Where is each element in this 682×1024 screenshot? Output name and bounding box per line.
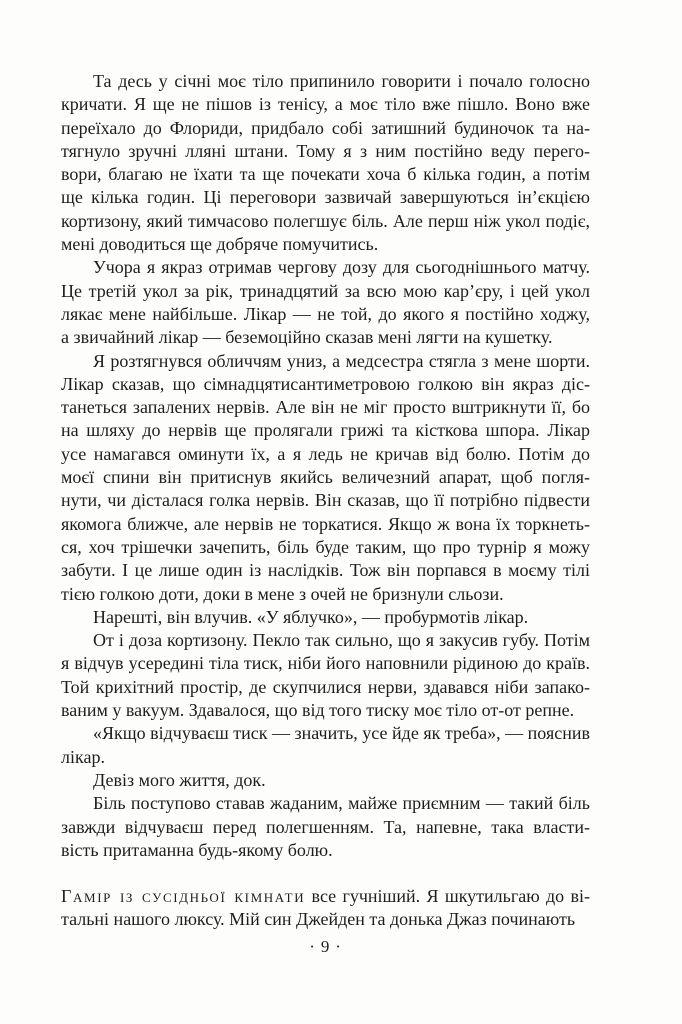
paragraph <box>61 769 590 792</box>
section-paragraph <box>61 885 590 932</box>
text-line: тягнуло зручні лляні штани. Тому я з ним постійно веду перего- <box>61 140 590 161</box>
text-line: кортизону, який тимчасово полегшує біль. Але перш ніж укол подіє, <box>61 210 590 231</box>
text-line: завжди відчуваєш перед полегшенням. Та, напевне, така власти- <box>61 816 590 837</box>
text-line: вість притаманна будь-якому болю. <box>61 839 333 860</box>
page-text <box>61 70 590 932</box>
paragraph <box>61 350 590 606</box>
text-line: тальні нашого люксу. Мій син Джейден та донька Джаз починають <box>61 909 576 930</box>
text-line: Нарешті, він влучив. «У яблучко», — пробурмотів лікар. <box>93 606 529 627</box>
text-line: усе намагався оминути їх, а я ледь не кричав від болю. Потім до <box>61 443 590 464</box>
text-line: Учора я якраз отримав чергову дозу для сьогоднішнього матчу. <box>93 257 590 278</box>
text-line: забути. І це лише один із наслідків. Тож він порпався в моєму тілі <box>61 560 590 581</box>
paragraph <box>61 606 590 629</box>
text-line: Я розтягнувся обличчям униз, а медсестра стягла з мене шорти. <box>93 350 590 371</box>
paragraph <box>61 629 590 722</box>
text-line: нути, чи дісталася голка нервів. Він сказав, що її потрібно підвести <box>61 490 590 511</box>
section-opening-smallcaps: Гамір із сусідньої кімнати <box>61 886 306 907</box>
text-line: Це третій укол за рік, тринадцятий за всю мою кар’єру, і цей укол <box>61 280 590 301</box>
text-line: переїхало до Флориди, придбало собі затишний будиночок та на- <box>61 117 590 138</box>
text-line: я відчув усередині тіла тиск, ніби його наповнили рідиною до країв. <box>61 653 590 674</box>
text-line: ся, хоч трішечки зачепить, біль буде таким, що про турнір я можу <box>61 536 590 557</box>
text-line: на шляху до нервів ще пролягали грижі та кісткова шпора. Лікар <box>61 420 590 441</box>
text-line: кричати. Я ще не пішов із тенісу, а моє тіло вже пішло. Воно вже <box>61 94 590 115</box>
text-line: а звичайний лікар — беземоційно сказав мені лягти на кушетку. <box>61 327 553 348</box>
text-line: Та десь у січні моє тіло припинило говорити і почало голосно <box>93 71 590 91</box>
text-line: танеться запалених нервів. Але він не міг просто вштрикнути її, бо <box>61 397 590 418</box>
text-line: вори, благаю не їхати та ще почекати хоча б кілька годин, а потім <box>61 164 590 185</box>
text-line: якомога ближче, але нервів не торкатися. Якщо ж вона їх торкнеть- <box>61 513 590 534</box>
text-line: От і доза кортизону. Пекло так сильно, що я закусив губу. Потім <box>93 630 590 651</box>
text-line: Гамір із сусідньої кімнати все гучніший. Я шкутильгаю до ві- <box>61 886 591 907</box>
text-line: лікар. <box>61 746 105 767</box>
paragraph <box>61 722 590 769</box>
text-line: Девіз мого життя, док. <box>93 769 266 790</box>
text-line: тією голкою доти, доки в мене з очей не бризнули сльози. <box>61 583 504 604</box>
text-line: ваним у вакуум. Здавалося, що від того тиску моє тіло от-от репне. <box>61 700 575 721</box>
text-line: ще кілька годин. Ці переговори зазвичай завершуються ін’єкцією <box>61 187 590 208</box>
text-line: моєї спини він притиснув якийсь величезний апарат, щоб погля- <box>61 467 590 488</box>
paragraph <box>61 792 590 862</box>
text-line: «Якщо відчуваєш тиск — значить, усе йде як треба», — пояснив <box>93 723 590 744</box>
paragraph <box>61 70 590 256</box>
text-line: Той крихітний простір, де скупчилися нерви, здавався ніби запако- <box>61 676 590 697</box>
page-number: · 9 · <box>309 937 342 956</box>
text-line: Біль поступово ставав жаданим, майже приємним — такий біль <box>93 793 590 814</box>
text-line: лякає мене найбільше. Лікар — не той, до якого я постійно ходжу, <box>61 303 590 324</box>
text-line: мені доводиться ще добряче помучитись. <box>61 234 379 255</box>
text-line: Лікар сказав, що сімнадцятисантиметровою голкою він якраз діс- <box>61 373 590 394</box>
paragraph <box>61 256 590 349</box>
